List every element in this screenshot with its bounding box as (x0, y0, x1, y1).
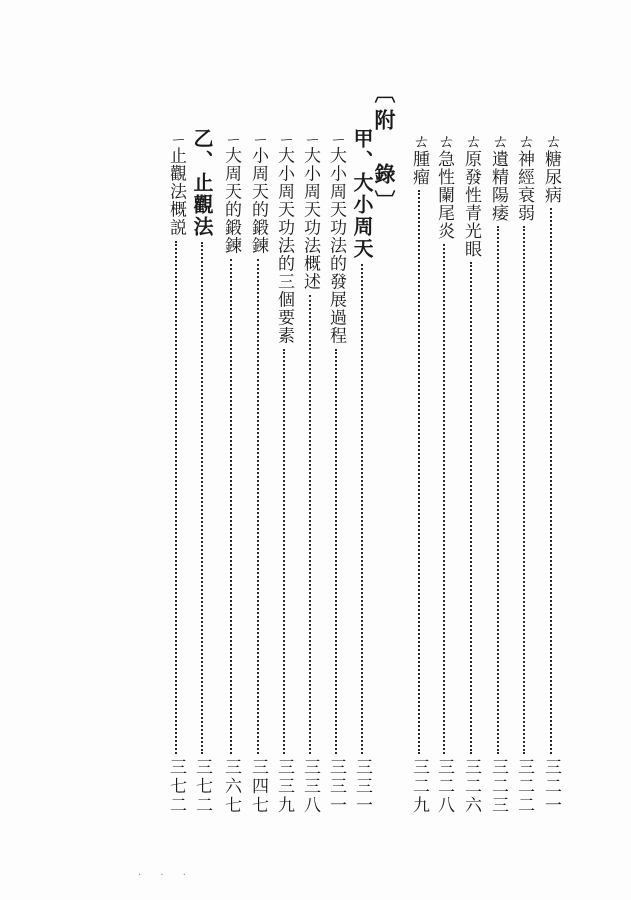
toc-page-number: 三六七 (221, 758, 241, 815)
toc-page-number: 三四七 (248, 758, 268, 815)
toc-leader-dots (257, 259, 259, 754)
toc-entry-title: ㄧ大小周天功法的發展過程 (326, 132, 346, 345)
toc-entry-title: ㄊ遺精陽痿 (488, 132, 508, 222)
toc-page-number: 三七二 (192, 758, 212, 815)
appendix-heading: 〔附 錄〕 (372, 82, 397, 217)
toc-leader-dots (361, 264, 363, 754)
toc-page-number: 三三九 (274, 758, 294, 815)
toc-page-number: 三二九 (409, 758, 429, 815)
toc-entry-title: 甲、大小周天 (350, 128, 374, 260)
toc-entry-title: ㄊ急性闌尾炎 (434, 132, 454, 240)
toc-leader-dots (230, 259, 232, 754)
toc-leader-dots (418, 190, 420, 754)
toc-leader-dots (443, 244, 445, 754)
toc-page-number: 三二三 (488, 758, 508, 815)
toc-entry-title: ㄊ腫瘤 (409, 132, 429, 186)
toc-leader-dots (550, 208, 552, 754)
toc-entry-title: ㄧ止觀法概説 (166, 132, 186, 237)
toc-page-number: 三二八 (434, 758, 454, 815)
toc-leader-dots (470, 262, 472, 754)
toc-page-number: 三三八 (300, 758, 320, 815)
toc-page-number: 三七二 (166, 758, 186, 815)
toc-entry-title: ㄊ神經衰弱 (514, 132, 534, 222)
toc-leader-dots (497, 226, 499, 754)
toc-leader-dots (201, 242, 203, 754)
toc-page-number: 三二六 (461, 758, 481, 815)
toc-page-number: 三三一 (352, 758, 372, 815)
page-footnote: · · · (138, 870, 194, 881)
toc-leader-dots (309, 295, 311, 754)
toc-leader-dots (175, 241, 177, 754)
toc-leader-dots (523, 226, 525, 754)
toc-page-number: 三三一 (326, 758, 346, 815)
toc-entry-title: 乙、止觀法 (190, 128, 214, 238)
toc-page-number: 三二一 (541, 758, 561, 815)
toc-page-number: 三二二 (514, 758, 534, 815)
toc-entry-title: ㄊ原發性青光眼 (461, 132, 481, 258)
toc-leader-dots (283, 349, 285, 754)
toc-entry-title: ㄧ小周天的鍛鍊 (248, 132, 268, 255)
toc-entry-title: ㄊ糖尿病 (541, 132, 561, 204)
toc-entry-title: ㄧ大小周天功法的三個要素 (274, 132, 294, 345)
toc-leader-dots (335, 349, 337, 754)
toc-entry-title: ㄧ大周天的鍛鍊 (221, 132, 241, 255)
toc-entry-title: ㄧ大小周天功法概述 (300, 132, 320, 291)
